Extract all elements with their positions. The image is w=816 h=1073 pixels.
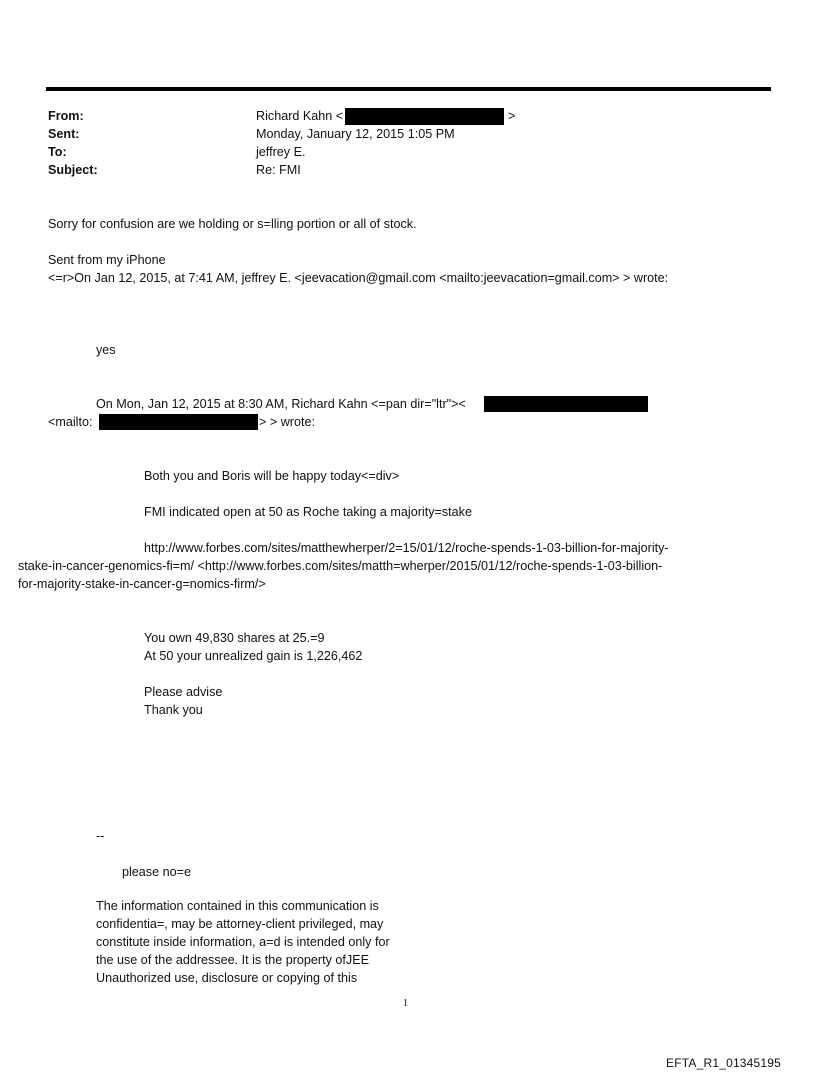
page-number: 1 <box>403 998 408 1009</box>
subject-label: Subject: <box>48 163 98 177</box>
document-id: EFTA_R1_01345195 <box>666 1056 782 1070</box>
body-line-1: Sorry for confusion are we holding or s=lling portion or all of stock. <box>48 217 417 231</box>
to-label: To: <box>48 145 67 159</box>
disclaimer-line: The information contained in this communication is <box>96 899 379 913</box>
shares-line: You own 49,830 shares at 25.=9 <box>144 631 325 645</box>
sent-value: Monday, January 12, 2015 1:05 PM <box>256 127 455 141</box>
advise-line: Please advise <box>144 685 223 699</box>
signature-dashes: -- <box>96 829 105 843</box>
boris-line: Both you and Boris will be happy today<=div> <box>144 469 400 483</box>
url-line-2: stake-in-cancer-genomics-fi=m/ <http://www.forbes.com/sites/matth=wherper/2015/01/12/roche-spends-1-03-billion- <box>18 559 663 573</box>
sent-label: Sent: <box>48 127 80 141</box>
url-line-3: for-majority-stake-in-cancer-g=nomics-firm/> <box>18 577 266 591</box>
disclaimer-line: the use of the addressee. It is the property ofJEE <box>96 953 370 967</box>
from-label: From: <box>48 109 84 123</box>
header-rule <box>46 87 771 91</box>
url-line-1: http://www.forbes.com/sites/matthewherper/2=15/01/12/roche-spends-1-03-billion-for-majority- <box>144 541 669 555</box>
disclaimer-line: confidentia=, may be attorney-client privileged, may <box>96 917 384 931</box>
to-value: jeffrey E. <box>256 145 306 159</box>
thanks-line: Thank you <box>144 703 203 717</box>
disclaimer-line: constitute inside information, a=d is intended only for <box>96 935 390 949</box>
redaction-bar <box>484 396 648 412</box>
gain-line: At 50 your unrealized gain is 1,226,462 <box>144 649 363 663</box>
redaction-bar <box>99 414 258 430</box>
signature: Sent from my iPhone <box>48 253 166 267</box>
mailto-prefix: <mailto: <box>48 415 93 429</box>
subject-value: Re: FMI <box>256 163 301 177</box>
disclaimer-line: Unauthorized use, disclosure or copying of this <box>96 971 358 985</box>
from-name: Richard Kahn < <box>256 109 344 123</box>
please-note: please no=e <box>122 865 191 879</box>
on-mon-line: On Mon, Jan 12, 2015 at 8:30 AM, Richard Kahn <=pan dir="ltr">< <box>96 397 466 411</box>
reply-yes: yes <box>96 343 116 357</box>
from-close: > <box>508 109 516 123</box>
mailto-suffix: > > wrote: <box>259 415 316 429</box>
redaction-bar <box>345 108 504 125</box>
fmi-line: FMI indicated open at 50 as Roche taking a majority=stake <box>144 505 472 519</box>
quote-intro: <=r>On Jan 12, 2015, at 7:41 AM, jeffrey E. <jeevacation@gmail.com <mailto:jeevacation=gmail.com> > wrote: <box>48 271 669 285</box>
